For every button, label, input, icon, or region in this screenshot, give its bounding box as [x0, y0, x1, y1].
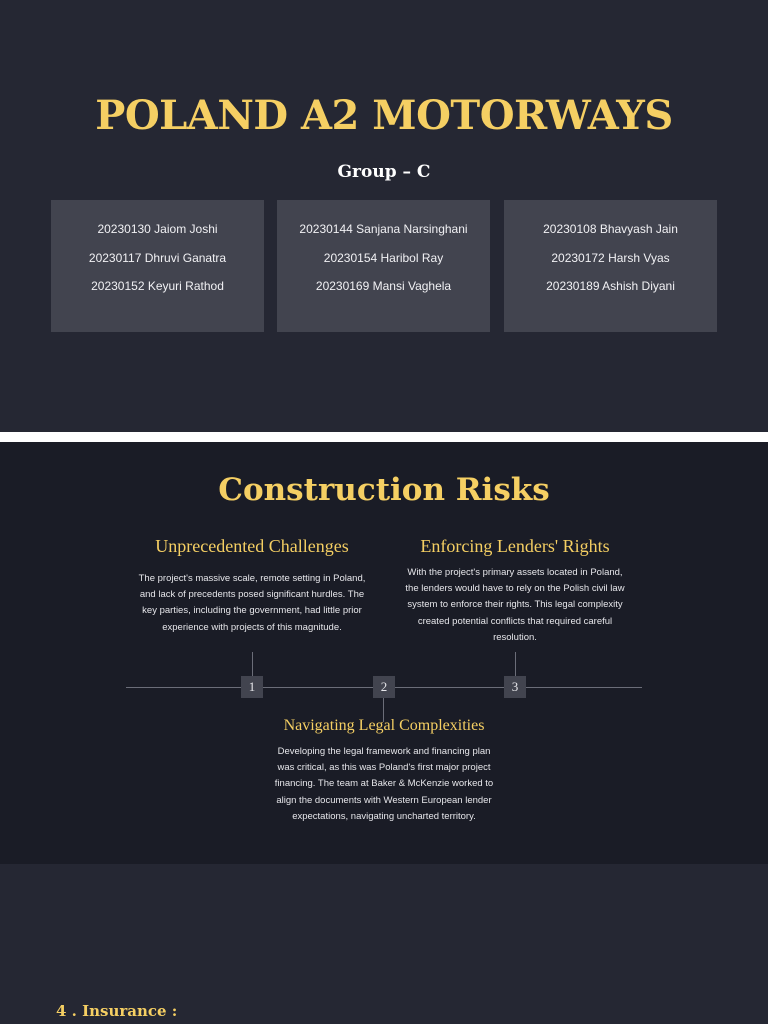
presentation-title: POLAND A2 MOTORWAYS — [95, 92, 673, 139]
section-body-unprecedented: The project's massive scale, remote setting in Poland, and lack of precedents posed significant hurdles. The key parties, including the government, had little prior experience with projects of this magnitude. — [138, 573, 366, 633]
section-body-legal: Developing the legal framework and financing plan was critical, as this was Poland's first major project financing. The team at Baker & McKenzie worked to align the documents with Western European lender expectations, navigating uncharted territory. — [274, 746, 494, 822]
construction-risks-slide — [0, 442, 768, 864]
title-slide — [0, 0, 768, 432]
member-name: 20230154 Haribol Ray — [323, 250, 444, 265]
member-name: 20230189 Ashish Diyani — [546, 279, 675, 293]
timeline-stem — [515, 652, 516, 676]
member-name: 20230108 Bhavyash Jain — [543, 222, 678, 236]
timeline-marker-3: 3 — [504, 676, 526, 698]
section-heading-unprecedented: Unprecedented Challenges — [155, 536, 349, 556]
timeline-stem — [252, 652, 253, 676]
member-name: 20230152 Keyuri Rathod — [91, 279, 224, 293]
section-heading-legal: Navigating Legal Complexities — [283, 717, 485, 734]
member-name: 20230144 Sanjana Narsinghani — [299, 222, 468, 236]
slide-title: Construction Risks — [218, 472, 550, 508]
member-card-2 — [277, 200, 490, 332]
insurance-heading: 4 . Insurance : — [56, 1002, 178, 1020]
member-card-3 — [504, 200, 717, 332]
slide-divider — [0, 432, 768, 442]
member-name: 20230130 Jaiom Joshi — [97, 222, 218, 236]
member-name: 20230169 Mansi Vaghela — [315, 279, 452, 293]
member-name: 20230117 Dhruvi Ganatra — [88, 250, 227, 265]
section-heading-lenders: Enforcing Lenders' Rights — [420, 536, 610, 556]
timeline-marker-1: 1 — [241, 676, 263, 698]
member-card-1 — [51, 200, 264, 332]
section-body-lenders: With the project's primary assets located in Poland, the lenders would have to rely on the Polish civil law system to enforce their rights. This legal complexity created potential conflicts that required careful resolution. — [405, 567, 625, 643]
member-name: 20230172 Harsh Vyas — [551, 250, 670, 265]
insurance-slide — [0, 864, 768, 1024]
group-label: Group – C — [337, 162, 431, 182]
timeline-marker-2: 2 — [373, 676, 395, 698]
